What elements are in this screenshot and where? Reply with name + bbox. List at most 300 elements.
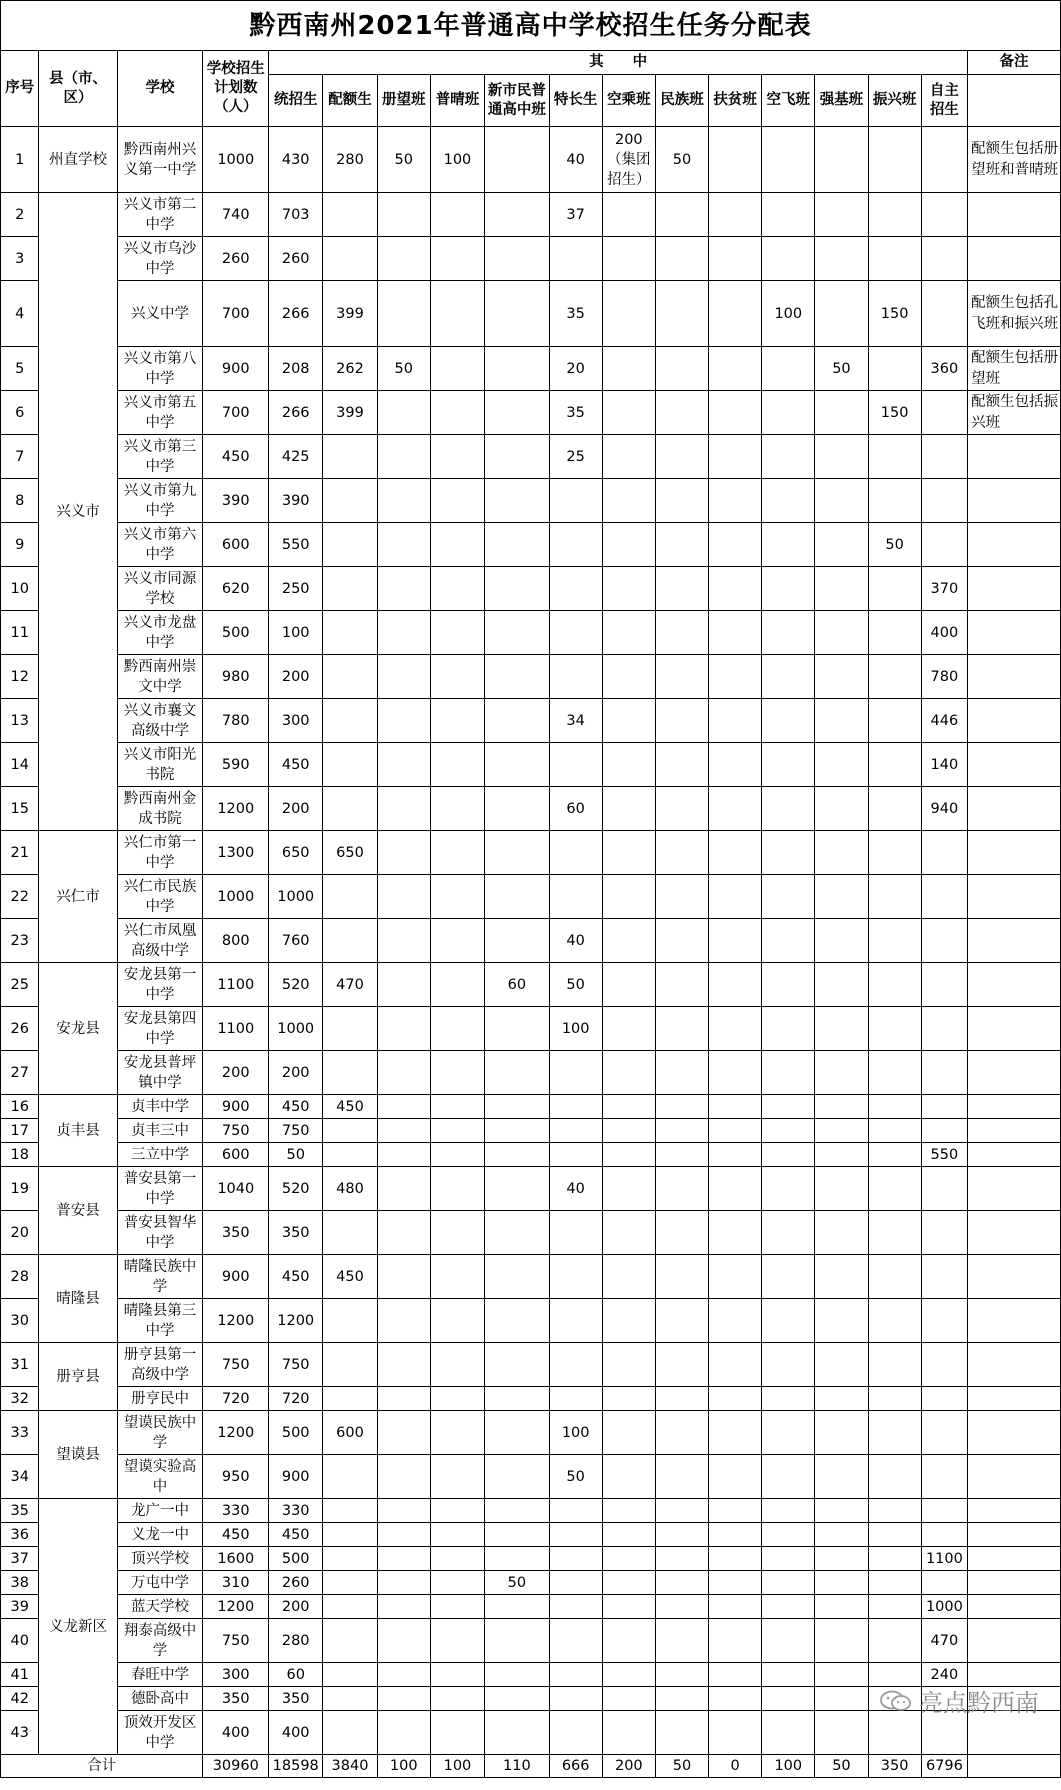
value-cell (485, 391, 549, 435)
table-row (1, 1255, 1061, 1299)
value-cell: 780 (921, 655, 967, 699)
value-cell (323, 1455, 377, 1499)
value-cell (655, 1051, 708, 1095)
value-cell (762, 1547, 815, 1571)
value-cell (377, 1411, 430, 1455)
school-name: 兴仁市民族中学 (117, 875, 203, 919)
value-cell (377, 787, 430, 831)
value-cell (602, 1523, 655, 1547)
plan-count: 740 (203, 193, 269, 237)
header-col-6: 空乘班 (602, 75, 655, 127)
row-seq: 43 (1, 1711, 39, 1755)
value-cell (430, 1523, 484, 1547)
value-cell (485, 875, 549, 919)
value-cell (602, 435, 655, 479)
value-cell (921, 237, 967, 281)
value-cell: 25 (549, 435, 602, 479)
value-cell (709, 1095, 762, 1119)
value-cell (655, 1711, 708, 1755)
value-cell (377, 1255, 430, 1299)
value-cell: 1000 (269, 1007, 323, 1051)
total-value: 3840 (323, 1755, 377, 1778)
value-cell (815, 743, 868, 787)
value-cell (549, 1547, 602, 1571)
remark-cell (968, 1211, 1061, 1255)
value-cell (485, 1711, 549, 1755)
value-cell (655, 1143, 708, 1167)
remark-cell (968, 1455, 1061, 1499)
value-cell: 50 (655, 127, 708, 193)
value-cell (430, 237, 484, 281)
value-cell (815, 391, 868, 435)
value-cell: 100 (430, 127, 484, 193)
row-seq: 30 (1, 1299, 39, 1343)
value-cell: 399 (323, 281, 377, 347)
value-cell: 450 (269, 1523, 323, 1547)
value-cell (602, 1687, 655, 1711)
value-cell (655, 479, 708, 523)
total-value: 100 (430, 1755, 484, 1778)
value-cell: 280 (269, 1619, 323, 1663)
value-cell (921, 391, 967, 435)
school-name: 黔西南州兴义第一中学 (117, 127, 203, 193)
value-cell (377, 1619, 430, 1663)
value-cell (485, 1619, 549, 1663)
wechat-icon (879, 1690, 913, 1712)
value-cell (815, 523, 868, 567)
value-cell (377, 193, 430, 237)
value-cell (655, 1523, 708, 1547)
value-cell (430, 831, 484, 875)
value-cell (430, 699, 484, 743)
value-cell: 50 (815, 347, 868, 391)
remark-cell (968, 523, 1061, 567)
value-cell: 266 (269, 281, 323, 347)
plan-count: 400 (203, 1711, 269, 1755)
value-cell (762, 1455, 815, 1499)
value-cell (485, 281, 549, 347)
school-name: 德卧高中 (117, 1687, 203, 1711)
row-seq: 3 (1, 237, 39, 281)
value-cell: 350 (269, 1211, 323, 1255)
value-cell: 208 (269, 347, 323, 391)
row-seq: 7 (1, 435, 39, 479)
value-cell (602, 1255, 655, 1299)
value-cell: 450 (323, 1095, 377, 1119)
value-cell (430, 1595, 484, 1619)
value-cell (709, 611, 762, 655)
table-row (1, 1119, 1061, 1143)
plan-count: 600 (203, 523, 269, 567)
header-col-4: 新市民普通高中班 (485, 75, 549, 127)
value-cell (549, 523, 602, 567)
value-cell (655, 1663, 708, 1687)
value-cell (323, 787, 377, 831)
value-cell (602, 193, 655, 237)
value-cell (868, 567, 921, 611)
value-cell (815, 1119, 868, 1143)
row-seq: 21 (1, 831, 39, 875)
value-cell (815, 567, 868, 611)
value-cell (709, 1299, 762, 1343)
value-cell (485, 919, 549, 963)
remark-cell (968, 611, 1061, 655)
header-col-10: 强基班 (815, 75, 868, 127)
value-cell: 520 (269, 963, 323, 1007)
value-cell: 50 (485, 1571, 549, 1595)
value-cell (602, 1619, 655, 1663)
value-cell: 50 (868, 523, 921, 567)
value-cell (815, 1711, 868, 1755)
value-cell (602, 1119, 655, 1143)
table-row (1, 1095, 1061, 1119)
value-cell (762, 1499, 815, 1523)
county-cell: 普安县 (39, 1167, 117, 1255)
header-col-2: 册望班 (377, 75, 430, 127)
total-value: 50 (815, 1755, 868, 1778)
plan-count: 1200 (203, 787, 269, 831)
value-cell (815, 1007, 868, 1051)
value-cell (921, 1167, 967, 1211)
value-cell: 260 (269, 1571, 323, 1595)
value-cell (430, 391, 484, 435)
value-cell (709, 1523, 762, 1547)
value-cell (709, 1255, 762, 1299)
school-name: 兴义市第二中学 (117, 193, 203, 237)
value-cell: 40 (549, 1167, 602, 1211)
value-cell (549, 611, 602, 655)
value-cell (921, 1343, 967, 1387)
value-cell (377, 1299, 430, 1343)
value-cell (709, 1143, 762, 1167)
value-cell (323, 919, 377, 963)
value-cell (868, 1167, 921, 1211)
plan-count: 500 (203, 611, 269, 655)
value-cell: 100 (549, 1411, 602, 1455)
value-cell (602, 1211, 655, 1255)
table-row (1, 1523, 1061, 1547)
value-cell: 1000 (921, 1595, 967, 1619)
value-cell (921, 1571, 967, 1595)
remark-cell (968, 1051, 1061, 1095)
value-cell (709, 479, 762, 523)
value-cell (868, 435, 921, 479)
row-seq: 33 (1, 1411, 39, 1455)
value-cell (549, 1143, 602, 1167)
table-row (1, 875, 1061, 919)
remark-cell (968, 1007, 1061, 1051)
value-cell: 40 (549, 127, 602, 193)
value-cell (377, 1571, 430, 1595)
total-value: 100 (377, 1755, 430, 1778)
table-row (1, 435, 1061, 479)
header-county: 县（市、区） (39, 51, 117, 127)
value-cell (430, 919, 484, 963)
value-cell (549, 1119, 602, 1143)
value-cell (430, 1255, 484, 1299)
value-cell (868, 1455, 921, 1499)
value-cell (921, 523, 967, 567)
value-cell (655, 611, 708, 655)
value-cell (377, 523, 430, 567)
school-name: 黔西南州金成书院 (117, 787, 203, 831)
value-cell: 50 (549, 963, 602, 1007)
value-cell (549, 1571, 602, 1595)
value-cell (323, 1211, 377, 1255)
row-seq: 32 (1, 1387, 39, 1411)
value-cell (485, 1523, 549, 1547)
value-cell (602, 479, 655, 523)
value-cell (709, 699, 762, 743)
plan-count: 1200 (203, 1411, 269, 1455)
value-cell (868, 1411, 921, 1455)
remark-cell (968, 1411, 1061, 1455)
total-value: 6796 (921, 1755, 967, 1778)
value-cell (485, 699, 549, 743)
value-cell (762, 567, 815, 611)
row-seq: 8 (1, 479, 39, 523)
value-cell (377, 1167, 430, 1211)
remark-cell (968, 1547, 1061, 1571)
value-cell (377, 1095, 430, 1119)
value-cell (921, 919, 967, 963)
header-col-7: 民族班 (655, 75, 708, 127)
header-seq: 序号 (1, 51, 39, 127)
value-cell (709, 1711, 762, 1755)
value-cell (485, 479, 549, 523)
value-cell (921, 1455, 967, 1499)
value-cell (868, 743, 921, 787)
value-cell (709, 1411, 762, 1455)
row-seq: 17 (1, 1119, 39, 1143)
plan-count: 450 (203, 435, 269, 479)
value-cell (709, 831, 762, 875)
value-cell (709, 1687, 762, 1711)
row-seq: 5 (1, 347, 39, 391)
plan-count: 590 (203, 743, 269, 787)
value-cell (709, 567, 762, 611)
value-cell: 500 (269, 1411, 323, 1455)
table-row (1, 1167, 1061, 1211)
value-cell (655, 655, 708, 699)
value-cell: 446 (921, 699, 967, 743)
value-cell (868, 919, 921, 963)
value-cell (549, 1523, 602, 1547)
total-value: 50 (655, 1755, 708, 1778)
value-cell (377, 1711, 430, 1755)
remark-cell (968, 963, 1061, 1007)
value-cell: 1200 (269, 1299, 323, 1343)
value-cell (485, 193, 549, 237)
table-title: 黔西南州2021年普通高中学校招生任务分配表 (0, 0, 1061, 50)
value-cell (602, 1343, 655, 1387)
plan-count: 780 (203, 699, 269, 743)
value-cell (602, 1499, 655, 1523)
value-cell (377, 1687, 430, 1711)
remark-cell (968, 875, 1061, 919)
value-cell: 330 (269, 1499, 323, 1523)
allocation-table (0, 50, 1061, 1778)
school-name: 普安县智华中学 (117, 1211, 203, 1255)
value-cell: 450 (269, 1095, 323, 1119)
remark-cell (968, 1595, 1061, 1619)
value-cell (430, 787, 484, 831)
county-cell: 安龙县 (39, 963, 117, 1095)
value-cell (921, 1255, 967, 1299)
value-cell (921, 1051, 967, 1095)
value-cell (485, 1143, 549, 1167)
value-cell (655, 787, 708, 831)
value-cell (868, 1387, 921, 1411)
value-cell (762, 1343, 815, 1387)
value-cell (868, 1051, 921, 1095)
row-seq: 26 (1, 1007, 39, 1051)
value-cell: 750 (269, 1343, 323, 1387)
value-cell (709, 1619, 762, 1663)
remark-cell (968, 1619, 1061, 1663)
total-value: 100 (762, 1755, 815, 1778)
value-cell (549, 1499, 602, 1523)
value-cell (709, 1663, 762, 1687)
value-cell (485, 1411, 549, 1455)
value-cell (762, 831, 815, 875)
remark-cell (968, 193, 1061, 237)
value-cell (602, 699, 655, 743)
remark-cell (968, 1499, 1061, 1523)
value-cell: 300 (269, 699, 323, 743)
header-col-1: 配额生 (323, 75, 377, 127)
value-cell: 430 (269, 127, 323, 193)
remark-cell (968, 479, 1061, 523)
table-row (1, 237, 1061, 281)
value-cell (485, 1095, 549, 1119)
value-cell (485, 1455, 549, 1499)
value-cell (549, 875, 602, 919)
value-cell (815, 1387, 868, 1411)
school-name: 晴隆县第三中学 (117, 1299, 203, 1343)
value-cell (602, 831, 655, 875)
plan-count: 980 (203, 655, 269, 699)
value-cell (655, 831, 708, 875)
value-cell (762, 1411, 815, 1455)
value-cell (921, 281, 967, 347)
value-cell (430, 1619, 484, 1663)
value-cell (602, 1571, 655, 1595)
value-cell (549, 479, 602, 523)
value-cell (549, 1595, 602, 1619)
value-cell (762, 963, 815, 1007)
row-seq: 12 (1, 655, 39, 699)
value-cell (377, 1007, 430, 1051)
value-cell (709, 655, 762, 699)
row-seq: 42 (1, 1687, 39, 1711)
value-cell (655, 1595, 708, 1619)
value-cell: 260 (269, 237, 323, 281)
value-cell (762, 1143, 815, 1167)
plan-count: 750 (203, 1619, 269, 1663)
value-cell (868, 875, 921, 919)
school-name: 顶效开发区中学 (117, 1711, 203, 1755)
row-seq: 13 (1, 699, 39, 743)
value-cell: 940 (921, 787, 967, 831)
value-cell (323, 655, 377, 699)
value-cell (815, 127, 868, 193)
table-row (1, 743, 1061, 787)
school-name: 册亨县第一高级中学 (117, 1343, 203, 1387)
value-cell (815, 1523, 868, 1547)
value-cell (921, 127, 967, 193)
table-row (1, 1547, 1061, 1571)
school-name: 兴义市第八中学 (117, 347, 203, 391)
plan-count: 620 (203, 567, 269, 611)
value-cell (709, 1571, 762, 1595)
value-cell (485, 1663, 549, 1687)
value-cell (549, 1255, 602, 1299)
table-row (1, 787, 1061, 831)
value-cell: 400 (921, 611, 967, 655)
value-cell: 600 (323, 1411, 377, 1455)
value-cell (762, 1687, 815, 1711)
value-cell (655, 523, 708, 567)
school-name: 蓝天学校 (117, 1595, 203, 1619)
value-cell (921, 1211, 967, 1255)
value-cell (602, 567, 655, 611)
remark-cell (968, 787, 1061, 831)
value-cell (655, 281, 708, 347)
school-name: 春旺中学 (117, 1663, 203, 1687)
value-cell (377, 435, 430, 479)
value-cell (762, 1167, 815, 1211)
value-cell (377, 611, 430, 655)
plan-count: 330 (203, 1499, 269, 1523)
value-cell (485, 655, 549, 699)
remark-cell (968, 1119, 1061, 1143)
school-name: 翔泰高级中学 (117, 1619, 203, 1663)
plan-count: 750 (203, 1343, 269, 1387)
value-cell (485, 1255, 549, 1299)
value-cell: 550 (269, 523, 323, 567)
table-row (1, 347, 1061, 391)
value-cell (485, 1211, 549, 1255)
value-cell: 37 (549, 193, 602, 237)
value-cell (762, 699, 815, 743)
value-cell (485, 831, 549, 875)
school-name: 龙广一中 (117, 1499, 203, 1523)
value-cell (762, 1663, 815, 1687)
value-cell (868, 611, 921, 655)
value-cell (485, 1051, 549, 1095)
value-cell (921, 963, 967, 1007)
value-cell (709, 1167, 762, 1211)
value-cell: 200 (269, 1051, 323, 1095)
value-cell (815, 281, 868, 347)
value-cell (815, 1687, 868, 1711)
value-cell (430, 1095, 484, 1119)
value-cell: 20 (549, 347, 602, 391)
value-cell (485, 1343, 549, 1387)
value-cell (485, 1595, 549, 1619)
value-cell (602, 1711, 655, 1755)
table-row (1, 193, 1061, 237)
row-seq: 16 (1, 1095, 39, 1119)
value-cell (762, 1711, 815, 1755)
table-row (1, 1595, 1061, 1619)
value-cell (655, 1167, 708, 1211)
value-cell (921, 875, 967, 919)
plan-count: 350 (203, 1687, 269, 1711)
header-col-8: 扶贫班 (709, 75, 762, 127)
value-cell (921, 1523, 967, 1547)
